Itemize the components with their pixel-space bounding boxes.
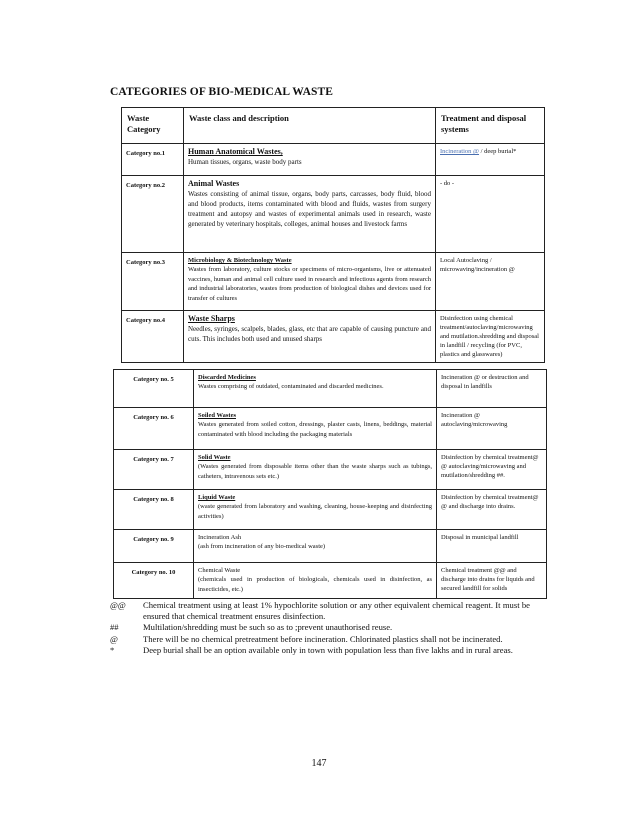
page-number: 147 <box>311 758 327 769</box>
treatment-cell: Disinfection by chemical treatment@ @ and discharge into drains. <box>437 490 547 530</box>
table-row <box>114 490 547 530</box>
category-cell: Category no. 7 <box>114 450 194 490</box>
footnote <box>110 645 530 656</box>
page-title: CATEGORIES OF BIO-MEDICAL WASTE <box>110 86 334 98</box>
category-cell: Category no.3 <box>122 253 184 311</box>
class-title: Discarded Medicines <box>198 374 256 381</box>
class-title: Waste Sharps <box>188 314 235 323</box>
table-row <box>122 311 545 363</box>
footnote-symbol: @ <box>110 633 118 644</box>
class-cell <box>194 450 437 490</box>
footnote-symbol: @@ <box>110 600 126 610</box>
class-description: Wastes consisting of animal tissue, organs, body parts, carcasses, body fluid, blood and blood products, items contaminated with blood and fluids, wastes from surgery treatment and autopsy and wastes of experimental animals used in research, waste generated by veterinary hospitals, colleges, animal houses and livestock farms <box>188 190 431 228</box>
class-cell <box>184 144 436 176</box>
footnote-text: There will be no chemical pretreatment before incineration. Chlorinated plastics shall not be incinerated. <box>143 633 503 644</box>
table-row <box>114 450 547 490</box>
class-description: (Wastes generated from disposable items other than the waste sharps such as tubings, catheters, intravenous sets etc.) <box>198 463 432 480</box>
treatment-cell: Incineration @ or destruction and disposal in landfills <box>437 370 547 408</box>
class-cell <box>184 311 436 363</box>
treatment-cell: Disinfection using chemical treatment/autoclaving/microwaving and mutilation.shredding and disposal in landfill / recycling (for PVC, plastics and glasswares) <box>436 311 545 363</box>
table-row <box>122 144 545 176</box>
class-description: Wastes from laboratory, culture stocks or specimens of micro-organisms, live or attenuated vaccines, human and animal cell culture used in research and infectious agents from research and industrial laboratories, wastes from production of biological dishes and devices used for transfer of cultures <box>188 266 431 302</box>
footnote <box>110 634 530 645</box>
class-title: Solid Waste <box>198 454 231 461</box>
class-title: Microbiology & Biotechnology Waste <box>188 257 292 264</box>
class-description: (waste generated from laboratory and washing, cleaning, house-keeping and disinfecting activities) <box>198 503 432 520</box>
treatment-cell: Disposal in municipal landfill <box>437 530 547 563</box>
class-cell <box>194 563 437 599</box>
footnote-text: Deep burial shall be an option available only in town with population less than five lakhs and in rural areas. <box>143 644 513 655</box>
table-row <box>114 530 547 563</box>
class-description: (chemicals used in production of biologicals, chemicals used in disinfection, as insecticides, etc.) <box>198 576 432 593</box>
table-row <box>122 176 545 253</box>
footnote-symbol: ## <box>110 622 119 633</box>
class-description: Wastes comprising of outdated, contaminated and discarded medicines. <box>198 383 384 390</box>
table-row <box>122 253 545 311</box>
incineration-link[interactable]: Incineration @ <box>440 148 480 155</box>
treatment-text: / deep burial* <box>479 148 517 155</box>
waste-table-upper <box>121 107 545 363</box>
treatment-cell: Chemical treatment @@ and discharge into drains for liquids and secured landfill for solids <box>437 563 547 599</box>
class-cell <box>194 408 437 450</box>
footnote-text: Chemical treatment using at least 1% hypochlorite solution or any other equivalent chemical reagent. It must be ensured that chemical treatment ensures disinfection. <box>143 600 530 622</box>
header-treatment: Treatment and disposal systems <box>436 108 545 144</box>
footnote-text: Multilation/shredding must be such so as to ;prevent unauthorised reuse. <box>143 622 393 633</box>
class-description: (ash from incineration of any bio-medical waste) <box>198 543 326 550</box>
treatment-cell <box>436 144 545 176</box>
class-cell <box>194 370 437 408</box>
class-cell <box>194 530 437 563</box>
category-cell: Category no.1 <box>122 144 184 176</box>
class-description: Needles, syringes, scalpels, blades, glass, etc that are capable of causing puncture and cuts. This includes both used and unused sharps <box>188 325 431 343</box>
table-row <box>114 563 547 599</box>
category-cell: Category no. 5 <box>114 370 194 408</box>
class-title: Human Anatomical Wastes, <box>188 147 283 156</box>
treatment-cell: Incineration @ autoclaving/microwaving <box>437 408 547 450</box>
table-header-row <box>122 108 545 144</box>
category-cell: Category no. 10 <box>114 563 194 599</box>
waste-table-lower <box>113 369 547 599</box>
class-title: Soiled Wastes <box>198 412 236 419</box>
footnote <box>110 622 530 633</box>
class-cell <box>184 253 436 311</box>
footnotes <box>110 600 530 656</box>
category-cell: Category no. 9 <box>114 530 194 563</box>
class-description: Wastes generated from soiled cotton, dressings, plaster casts, linens, beddings, material contaminated with blood including the packaging materials <box>198 421 432 438</box>
table-row <box>114 408 547 450</box>
category-cell: Category no.2 <box>122 176 184 253</box>
class-description: Human tissues, organs, waste body parts <box>188 158 302 166</box>
class-title: Chemical Waste <box>198 567 241 574</box>
class-cell <box>194 490 437 530</box>
table-row <box>114 370 547 408</box>
category-cell: Category no.4 <box>122 311 184 363</box>
class-title: Liquid Waste <box>198 494 236 501</box>
class-title: Animal Wastes <box>188 179 240 188</box>
footnote <box>110 600 530 622</box>
footnote-symbol: * <box>110 644 115 655</box>
treatment-cell: Disinfection by chemical treatment@ @ autoclaving/microwaving and mutilation/shredding ##. <box>437 450 547 490</box>
category-cell: Category no. 8 <box>114 490 194 530</box>
treatment-cell: Local Autoclaving / microwaving/incineration @ <box>436 253 545 311</box>
header-category: Waste Category <box>122 108 184 144</box>
class-title: Incineration Ash <box>198 534 242 541</box>
treatment-cell: - do - <box>436 176 545 253</box>
header-class: Waste class and description <box>184 108 436 144</box>
class-cell <box>184 176 436 253</box>
category-cell: Category no. 6 <box>114 408 194 450</box>
